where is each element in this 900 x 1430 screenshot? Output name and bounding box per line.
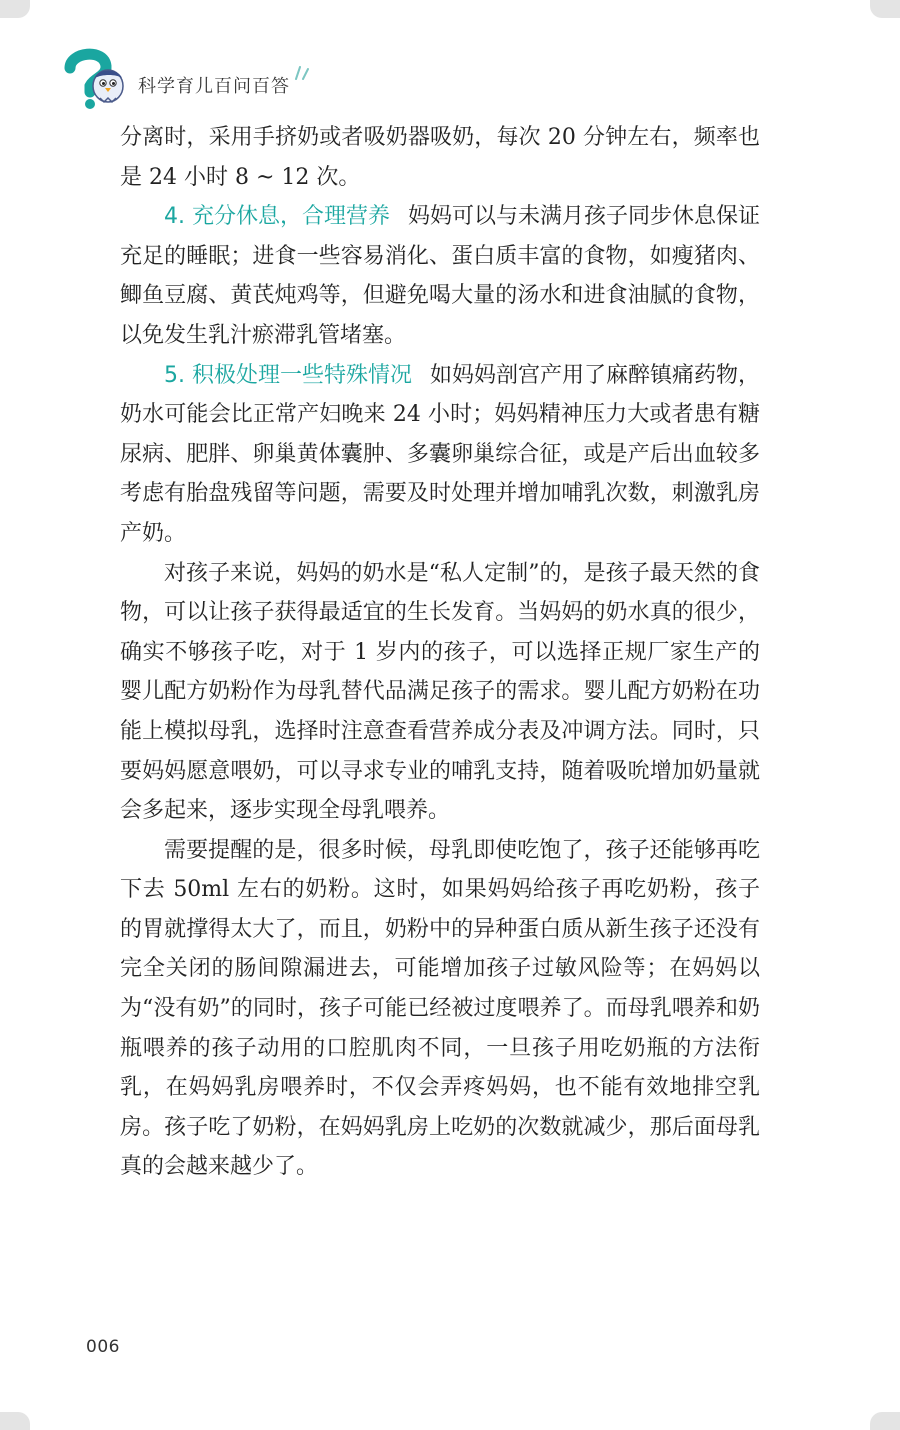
page-corner-top-left	[0, 0, 30, 18]
page-number: 006	[86, 1337, 120, 1357]
paragraph-text: 对孩子来说，妈妈的奶水是“私人定制”的，是孩子最天然的食物，可以让孩子获得最适宜的生长发育。当妈妈的奶水真的很少，确实不够孩子吃，对于 1 岁内的孩子，可以选择正规厂家生产的婴儿配方奶粉作为母乳替代品满足孩子的需求。婴儿配方奶粉在功能上模拟母乳，选择时注意查看营养成分表及冲调方法。同时，只要妈妈愿意喂奶，可以寻求专业的哺乳支持，随着吸吮增加奶量就会多起来，逐步实现全母乳喂养。	[120, 560, 760, 824]
body-text	[120, 118, 760, 1187]
question-mark-bird-mascot-icon	[64, 46, 140, 110]
running-header	[64, 46, 384, 110]
paragraph	[120, 118, 760, 197]
section-heading: 4. 充分休息，合理营养	[164, 204, 390, 230]
page-corner-top-right	[870, 0, 900, 18]
paragraph-text: 妈妈可以与未满月孩子同步休息保证充足的睡眠；进食一些容易消化、蛋白质丰富的食物，如瘦猪肉、鲫鱼豆腐、黄芪炖鸡等，但避免喝大量的汤水和进食油腻的食物，以免发生乳汁瘀滞乳管堵塞。	[120, 204, 760, 348]
book-title: 科学育儿百问百答	[138, 76, 290, 97]
page-corner-bottom-right	[870, 1412, 900, 1430]
paragraph	[120, 831, 760, 1187]
spark-lines-icon	[290, 64, 312, 80]
paragraph	[120, 356, 760, 554]
paragraph	[120, 197, 760, 355]
page-corner-bottom-left	[0, 1412, 30, 1430]
paragraph-text: 如妈妈剖宫产用了麻醉镇痛药物，奶水可能会比正常产妇晚来 24 小时；妈妈精神压力大或者患有糖尿病、肥胖、卵巢黄体囊肿、多囊卵巢综合征，或是产后出血较多考虑有胎盘残留等问题，需要及时处理并增加哺乳次数，刺激乳房产奶。	[120, 362, 760, 546]
paragraph-text: 分离时，采用手挤奶或者吸奶器吸奶，每次 20 分钟左右，频率也是 24 小时 8 ~ 12 次。	[120, 125, 760, 190]
paragraph	[120, 554, 760, 831]
paragraph-text: 需要提醒的是，很多时候，母乳即使吃饱了，孩子还能够再吃下去 50ml 左右的奶粉。这时，如果妈妈给孩子再吃奶粉，孩子的胃就撑得太大了，而且，奶粉中的异种蛋白质从新生孩子还没有完全关闭的肠间隙漏进去，可能增加孩子过敏风险等；在妈妈以为“没有奶”的同时，孩子可能已经被过度喂养了。而母乳喂养和奶瓶喂养的孩子动用的口腔肌肉不同，一旦孩子用吃奶瓶的方法衔乳，在妈妈乳房喂养时，不仅会弄疼妈妈，也不能有效地排空乳房。孩子吃了奶粉，在妈妈乳房上吃奶的次数就减少，那后面母乳真的会越来越少了。	[120, 837, 760, 1180]
section-heading: 5. 积极处理一些特殊情况	[164, 362, 412, 388]
